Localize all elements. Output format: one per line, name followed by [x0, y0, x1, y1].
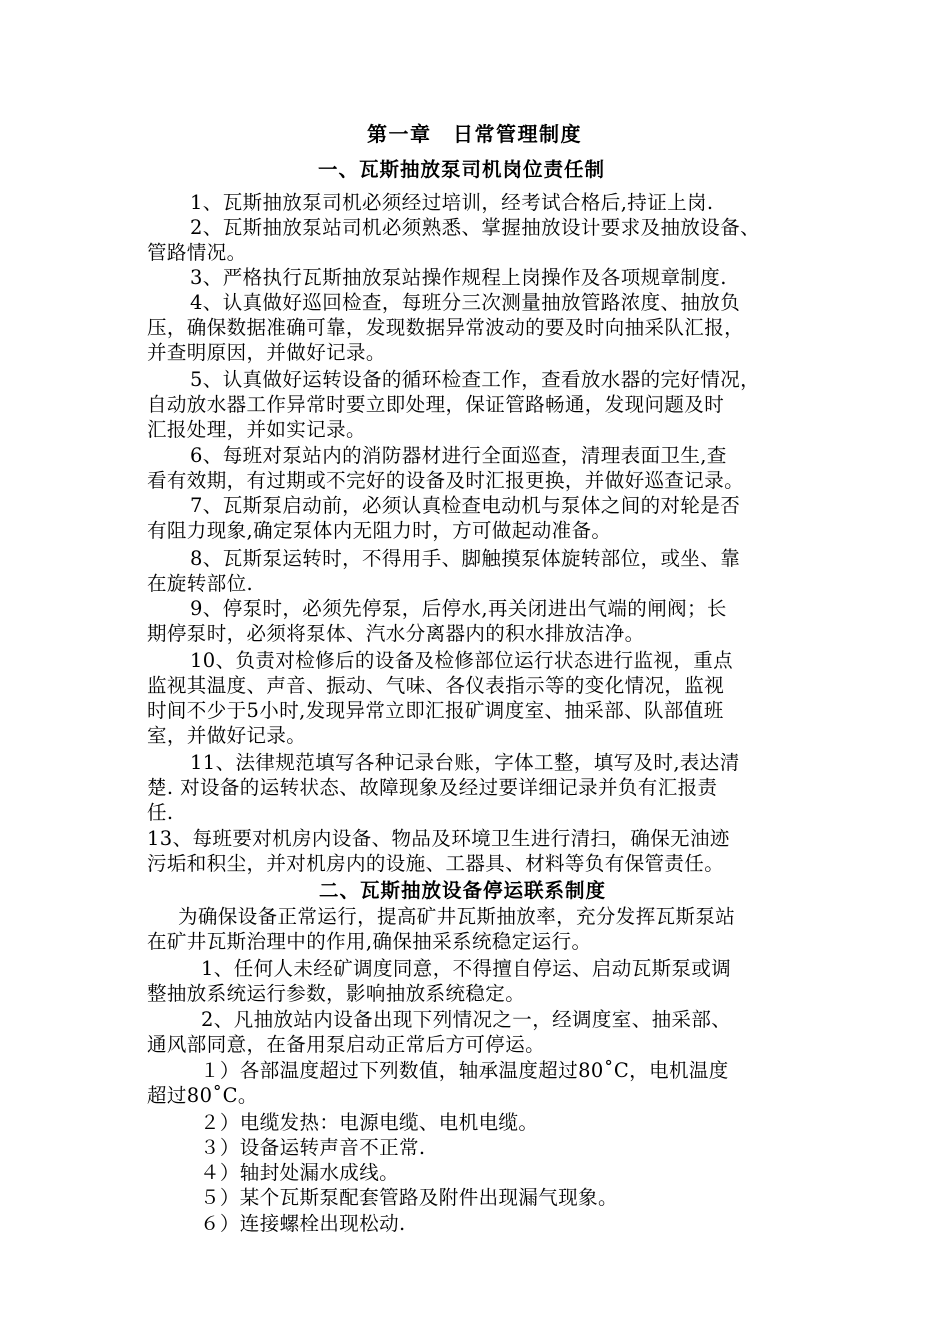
section2-line: 在矿井瓦斯治理中的作用,确保抽采系统稳定运行。 — [147, 930, 592, 953]
section1-line: 1、瓦斯抽放泵司机必须经过培训，经考试合格后,持证上岗. — [190, 191, 714, 214]
section1-line: 有阻力现象,确定泵体内无阻力时，方可做起动准备。 — [147, 519, 612, 542]
section1-line: 4、认真做好巡回检查，每班分三次测量抽放管路浓度、抽放负 — [190, 291, 741, 314]
section1-line: 7、瓦斯泵启动前，必须认真检查电动机与泵体之间的对轮是否 — [190, 494, 741, 517]
section2-line: 整抽放系统运行参数，影响抽放系统稳定。 — [147, 982, 526, 1005]
section1-line: 监视其温度、声音、振动、气味、各仪表指示等的变化情况，监视 — [147, 674, 725, 697]
section1-line: 9、停泵时，必须先停泵，后停水,再关闭进出气端的闸阀；长 — [190, 597, 727, 620]
section1-line: 时间不少于5小时,发现异常立即汇报矿调度室、抽采部、队部值班 — [147, 699, 724, 722]
section1-line: 室，并做好记录。 — [147, 724, 307, 747]
section2-line: 1、任何人未经矿调度同意，不得擅自停运、启动瓦斯泵或调 — [201, 957, 732, 980]
section2-line: 超过80˚C。 — [147, 1084, 258, 1107]
section1-line: 5、认真做好运转设备的循环检查工作，查看放水器的完好情况， — [190, 368, 761, 391]
chapter-title: 第一章 日常管理制度 — [367, 122, 582, 146]
section1-line: 在旋转部位. — [147, 572, 254, 595]
section2-line: ３）设备运转声音不正常. — [200, 1136, 426, 1159]
section2-heading: 二、瓦斯抽放设备停运联系制度 — [319, 879, 607, 902]
section2-line: 通风部同意，在备用泵启动正常后方可停运。 — [147, 1033, 546, 1056]
section1-line: 3、严格执行瓦斯抽放泵站操作规程上岗操作及各项规章制度. — [190, 266, 727, 289]
section1-line: 楚. 对设备的运转状态、故障现象及经过要详细记录并负有汇报责 — [147, 776, 718, 799]
section1-line: 2、瓦斯抽放泵站司机必须熟悉、掌握抽放设计要求及抽放设备、 — [190, 216, 761, 239]
section1-line: 10、负责对检修后的设备及检修部位运行状态进行监视，重点 — [190, 649, 734, 672]
section2-line: ６）连接螺栓出现松动. — [200, 1212, 406, 1235]
section1-line: 并查明原因，并做好记录。 — [147, 341, 386, 364]
section2-line: ４）轴封处漏水成线。 — [200, 1161, 400, 1184]
section1-line: 污垢和积尘，并对机房内的设施、工器具、材料等负有保管责任。 — [147, 852, 725, 875]
section1-line: 期停泵时，必须将泵体、汽水分离器内的积水排放洁净。 — [147, 622, 645, 645]
section1-heading: 一、瓦斯抽放泵司机岗位责任制 — [318, 158, 606, 181]
section1-line: 汇报处理，并如实记录。 — [147, 418, 366, 441]
section2-line: ２）电缆发热：电源电缆、电机电缆。 — [200, 1111, 539, 1134]
section1-line: 8、瓦斯泵运转时，不得用手、脚触摸泵体旋转部位，或坐、靠 — [190, 547, 741, 570]
section1-line: 13、每班要对机房内设备、物品及环境卫生进行清扫，确保无油迹 — [147, 827, 730, 850]
section1-line: 11、法律规范填写各种记录台账，字体工整，填写及时,表达清 — [190, 751, 740, 774]
section2-line: １）各部温度超过下列数值，轴承温度超过80˚C，电机温度 — [200, 1059, 729, 1082]
section1-line: 自动放水器工作异常时要立即处理，保证管路畅通，发现问题及时 — [147, 393, 725, 416]
section2-line: 2、凡抽放站内设备出现下列情况之一，经调度室、抽采部、 — [201, 1008, 732, 1031]
section1-line: 压，确保数据准确可靠，发现数据异常波动的要及时向抽采队汇报， — [147, 316, 745, 339]
section1-line: 6、每班对泵站内的消防器材进行全面巡查，清理表面卫生,查 — [190, 444, 727, 467]
section1-line: 看有效期，有过期或不完好的设备及时汇报更换，并做好巡查记录。 — [147, 469, 745, 492]
section1-line: 任. — [147, 801, 174, 824]
section2-line: 为确保设备正常运行，提高矿井瓦斯抽放率，充分发挥瓦斯泵站 — [178, 905, 736, 928]
section1-line: 管路情况。 — [147, 241, 247, 264]
section2-line: ５）某个瓦斯泵配套管路及附件出现漏气现象。 — [200, 1186, 618, 1209]
